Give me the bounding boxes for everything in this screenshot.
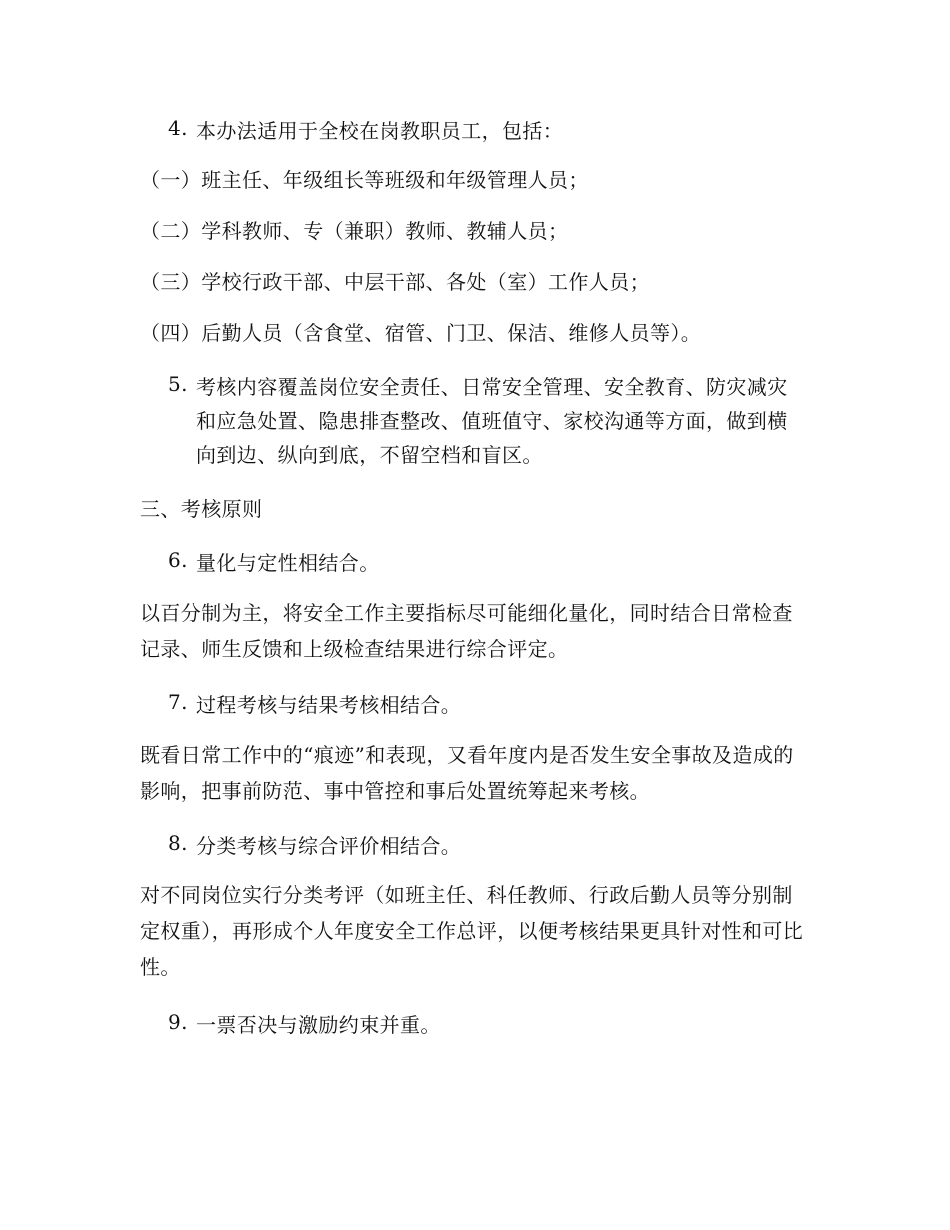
- item-9-text: 一票否决与激励约束并重。: [196, 1013, 441, 1037]
- scope-subitem-4: （四）后勤人员（含食堂、宿管、门卫、保洁、维修人员等）。: [140, 321, 702, 345]
- scope-subitem-1: （一）班主任、年级组长等班级和年级管理人员；: [140, 168, 589, 192]
- item-9-number: 9.: [168, 1010, 188, 1034]
- item-8-number: 8.: [168, 831, 188, 855]
- scope-subitem-2: （二）学科教师、专（兼职）教师、教辅人员；: [140, 219, 569, 243]
- item-5-number: 5.: [168, 372, 188, 396]
- paragraph-7: 既看日常工作中的“痕迹”和表现，又看年度内是否发生安全事故及造成的影响，把事前防范、事中管控和事后处置统筹起来考核。: [140, 743, 794, 803]
- item-4-number: 4.: [168, 116, 188, 140]
- item-6: [168, 546, 808, 580]
- item-5-text: 考核内容覆盖岗位安全责任、日常安全管理、安全教育、防灾减灾和应急处置、隐患排查整改、值班值守、家校沟通等方面，做到横向到边、纵向到底，不留空档和盲区。: [196, 375, 788, 467]
- item-6-number: 6.: [168, 548, 188, 572]
- item-6-text: 量化与定性相结合。: [196, 551, 380, 575]
- item-8: [168, 829, 808, 863]
- item-7: [168, 688, 808, 722]
- item-7-text: 过程考核与结果考核相结合。: [196, 693, 462, 717]
- item-9: [168, 1008, 808, 1042]
- paragraph-6: 以百分制为主，将安全工作主要指标尽可能细化量化，同时结合日常检查记录、师生反馈和上级检查结果进行综合评定。: [140, 601, 793, 661]
- item-5: [168, 370, 808, 474]
- item-8-text: 分类考核与综合评价相结合。: [196, 834, 462, 858]
- scope-subitem-3: （三）学校行政干部、中层干部、各处（室）工作人员；: [140, 270, 650, 294]
- item-4: [168, 114, 808, 148]
- item-7-number: 7.: [168, 690, 188, 714]
- section-heading-principles: 三、考核原则: [140, 497, 263, 521]
- item-4-text: 本办法适用于全校在岗教职员工，包括：: [196, 119, 564, 143]
- paragraph-8: 对不同岗位实行分类考评（如班主任、科任教师、行政后勤人员等分别制定权重），再形成个人年度安全工作总评，以便考核结果更具针对性和可比性。: [140, 883, 804, 979]
